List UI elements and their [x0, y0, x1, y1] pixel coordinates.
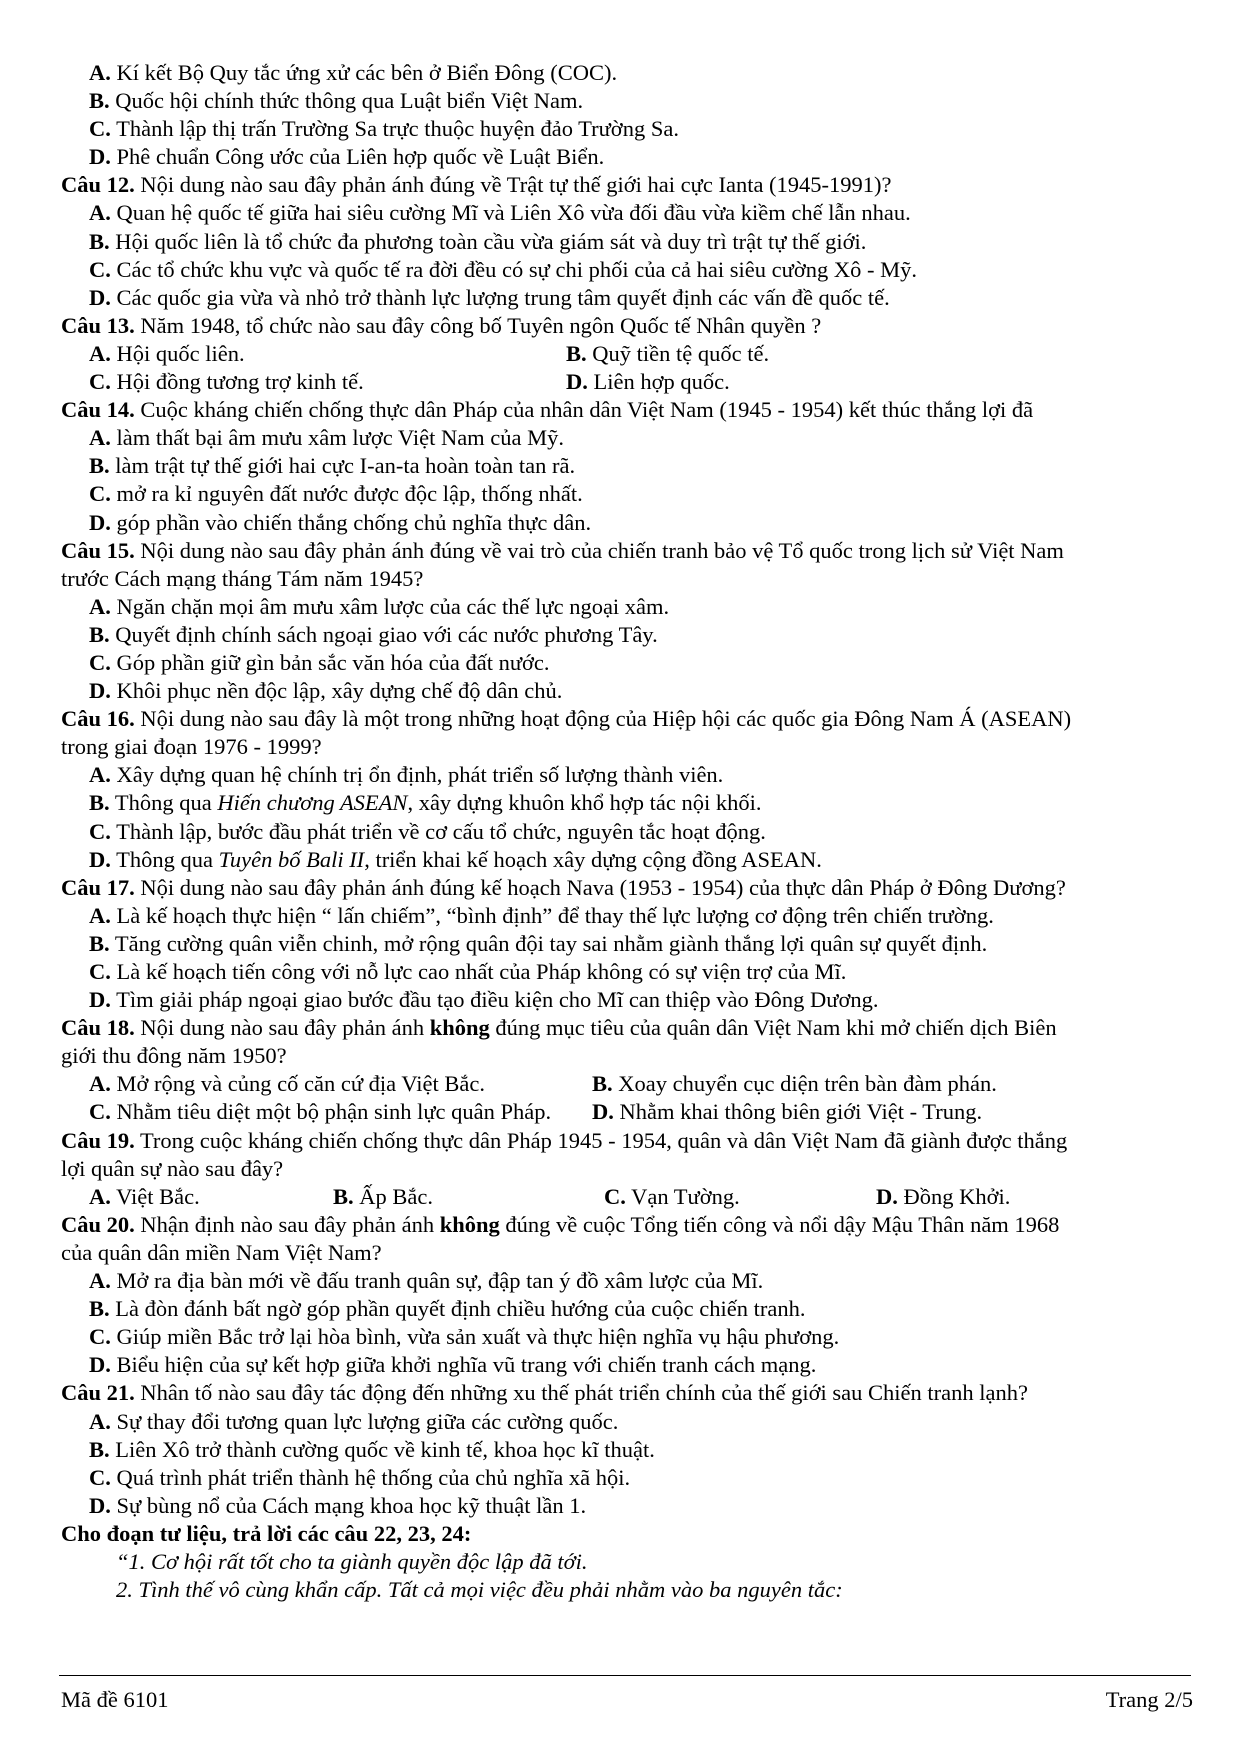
option-c: C. Giúp miền Bắc trở lại hòa bình, vừa sản xuất và thực hiện nghĩa vụ hậu phương. — [89, 1324, 840, 1350]
option-a: A. Hội quốc liên. — [89, 340, 245, 366]
option-b: B. Là đòn đánh bất ngờ góp phần quyết định chiều hướng của cuộc chiến tranh. — [89, 1296, 806, 1322]
option-c: C. mở ra kỉ nguyên đất nước được độc lập, thống nhất. — [89, 481, 583, 507]
option-d: D. Nhằm khai thông biên giới Việt - Trung. — [592, 1099, 983, 1125]
option-a: A. Ngăn chặn mọi âm mưu xâm lược của các thế lực ngoại xâm. — [89, 593, 670, 619]
question-18-stem-cont: giới thu đông năm 1950? — [61, 1043, 287, 1069]
option-a: A. Quan hệ quốc tế giữa hai siêu cường Mĩ và Liên Xô vừa đối đầu vừa kiềm chế lẫn nhau. — [89, 200, 911, 226]
option-d: D. Biểu hiện của sự kết hợp giữa khởi nghĩa vũ trang với chiến tranh cách mạng. — [89, 1352, 817, 1378]
option-b: B. làm trật tự thế giới hai cực I-an-ta hoàn toàn tan rã. — [89, 453, 576, 479]
options-row — [61, 1098, 1193, 1126]
option-c: C. Các tổ chức khu vực và quốc tế ra đời đều có sự chi phối của cả hai siêu cường Xô - Mỹ. — [89, 256, 917, 282]
option-a: A. Kí kết Bộ Quy tắc ứng xử các bên ở Biển Đông (COC). — [89, 60, 618, 85]
option-d: D. góp phần vào chiến thắng chống chủ nghĩa thực dân. — [89, 509, 592, 535]
option-c: C. Quá trình phát triển thành hệ thống của chủ nghĩa xã hội. — [89, 1464, 631, 1490]
option-c: C. Nhằm tiêu diệt một bộ phận sinh lực quân Pháp. — [89, 1099, 552, 1125]
option-d: D. Khôi phục nền độc lập, xây dựng chế độ dân chủ. — [89, 678, 563, 704]
question-19-stem-cont: lợi quân sự nào sau đây? — [61, 1155, 284, 1181]
option-a: A. Việt Bắc. — [89, 1183, 200, 1209]
option-c: C. Thành lập thị trấn Trường Sa trực thuộc huyện đảo Trường Sa. — [89, 116, 679, 142]
option-b: B. Tăng cường quân viễn chinh, mở rộng quân đội tay sai nhằm giành thắng lợi quân sự quyết định. — [89, 930, 988, 956]
question-20-stem-cont: của quân dân miền Nam Việt Nam? — [61, 1239, 382, 1265]
question-20-stem: Câu 20. Nhận định nào sau đây phản ánh không đúng về cuộc Tổng tiến công và nổi dậy Mậu Thân năm 1968 — [61, 1211, 1060, 1237]
option-b: B. Thông qua Hiến chương ASEAN, xây dựng khuôn khổ hợp tác nội khối. — [89, 790, 762, 816]
question-14-stem: Câu 14. Cuộc kháng chiến chống thực dân Pháp của nhân dân Việt Nam (1945 - 1954) kết thúc thắng lợi đã — [61, 397, 1034, 423]
option-c: C. Góp phần giữ gìn bản sắc văn hóa của đất nước. — [89, 649, 550, 675]
options-row — [61, 340, 1193, 368]
option-a: A. Là kế hoạch thực hiện “ lấn chiếm”, “bình định” để thay thế lực lượng cơ động trên chiến trường. — [89, 902, 994, 928]
option-d: D. Các quốc gia vừa và nhỏ trở thành lực lượng trung tâm quyết định các vấn đề quốc tế. — [89, 284, 890, 310]
option-b: B. Hội quốc liên là tổ chức đa phương toàn cầu vừa giám sát và duy trì trật tự thế giới. — [89, 228, 867, 254]
option-a: A. Sự thay đổi tương quan lực lượng giữa các cường quốc. — [89, 1408, 619, 1434]
exam-code: Mã đề 6101 — [61, 1687, 169, 1712]
option-b: B. Quyết định chính sách ngoại giao với các nước phương Tây. — [89, 621, 658, 647]
footer-divider — [59, 1675, 1191, 1676]
option-b: B. Xoay chuyển cục diện trên bàn đàm phán. — [592, 1071, 997, 1097]
question-18-stem: Câu 18. Nội dung nào sau đây phản ánh không đúng mục tiêu của quân dân Việt Nam khi mở chiến dịch Biên — [61, 1015, 1057, 1041]
question-16-stem: Câu 16. Nội dung nào sau đây là một trong những hoạt động của Hiệp hội các quốc gia Đông Nam Á (ASEAN) — [61, 706, 1072, 732]
question-17-stem: Câu 17. Nội dung nào sau đây phản ánh đúng kế hoạch Nava (1953 - 1954) của thực dân Pháp ở Đông Dương? — [61, 874, 1066, 900]
passage-heading: Cho đoạn tư liệu, trả lời các câu 22, 23, 24: — [61, 1520, 472, 1546]
option-d: D. Đồng Khởi. — [876, 1183, 1011, 1209]
options-row — [61, 368, 1193, 396]
question-16-stem-cont: trong giai đoạn 1976 - 1999? — [61, 734, 322, 760]
option-b: B. Quỹ tiền tệ quốc tế. — [566, 340, 770, 366]
question-21-stem: Câu 21. Nhân tố nào sau đây tác động đến những xu thế phát triển chính của thế giới sau Chiến tranh lạnh? — [61, 1380, 1028, 1406]
option-d: D. Sự bùng nổ của Cách mạng khoa học kỹ thuật lần 1. — [89, 1492, 587, 1518]
option-b: B. Quốc hội chính thức thông qua Luật biển Việt Nam. — [89, 88, 584, 114]
option-a: A. Xây dựng quan hệ chính trị ổn định, phát triển số lượng thành viên. — [89, 762, 724, 788]
option-c: C. Là kế hoạch tiến công với nỗ lực cao nhất của Pháp không có sự viện trợ của Mĩ. — [89, 959, 847, 984]
option-c: C. Thành lập, bước đầu phát triển về cơ cấu tổ chức, nguyên tắc hoạt động. — [89, 818, 766, 844]
option-d: D. Thông qua Tuyên bố Bali II, triển khai kế hoạch xây dựng cộng đồng ASEAN. — [89, 846, 822, 872]
option-a: A. Mở ra địa bàn mới về đấu tranh quân sự, đập tan ý đồ xâm lược của Mĩ. — [89, 1268, 764, 1294]
options-row — [61, 1183, 1193, 1211]
question-12-stem: Câu 12. Nội dung nào sau đây phản ánh đúng về Trật tự thế giới hai cực Ianta (1945-1991)? — [61, 172, 892, 198]
page-number: Trang 2/5 — [1105, 1687, 1193, 1712]
question-15-stem-cont: trước Cách mạng tháng Tám năm 1945? — [61, 565, 424, 591]
question-19-stem: Câu 19. Trong cuộc kháng chiến chống thực dân Pháp 1945 - 1954, quân và dân Việt Nam đã giành được thắng — [61, 1127, 1068, 1153]
exam-content — [61, 59, 1193, 1604]
option-c: C. Hội đồng tương trợ kinh tế. — [89, 369, 364, 395]
question-15-stem: Câu 15. Nội dung nào sau đây phản ánh đúng về vai trò của chiến tranh bảo vệ Tổ quốc trong lịch sử Việt Nam — [61, 537, 1064, 563]
option-d: D. Phê chuẩn Công ước của Liên hợp quốc về Luật Biển. — [89, 144, 605, 170]
option-d: D. Tìm giải pháp ngoại giao bước đầu tạo điều kiện cho Mĩ can thiệp vào Đông Dương. — [89, 987, 879, 1013]
options-row — [61, 1070, 1193, 1098]
option-a: A. làm thất bại âm mưu xâm lược Việt Nam của Mỹ. — [89, 425, 565, 451]
option-b: B. Liên Xô trở thành cường quốc về kinh tế, khoa học kĩ thuật. — [89, 1436, 655, 1462]
passage-line: “1. Cơ hội rất tốt cho ta giành quyền độc lập đã tới. — [116, 1548, 588, 1574]
question-13-stem: Câu 13. Năm 1948, tổ chức nào sau đây công bố Tuyên ngôn Quốc tế Nhân quyền ? — [61, 312, 822, 338]
option-d: D. Liên hợp quốc. — [566, 369, 730, 395]
option-a: A. Mở rộng và củng cố căn cứ địa Việt Bắc. — [89, 1071, 485, 1097]
passage-line: 2. Tình thế vô cùng khẩn cấp. Tất cả mọi việc đều phải nhằm vào ba nguyên tắc: — [116, 1577, 843, 1603]
option-c: C. Vạn Tường. — [604, 1183, 740, 1209]
option-b: B. Ấp Bắc. — [333, 1183, 433, 1209]
